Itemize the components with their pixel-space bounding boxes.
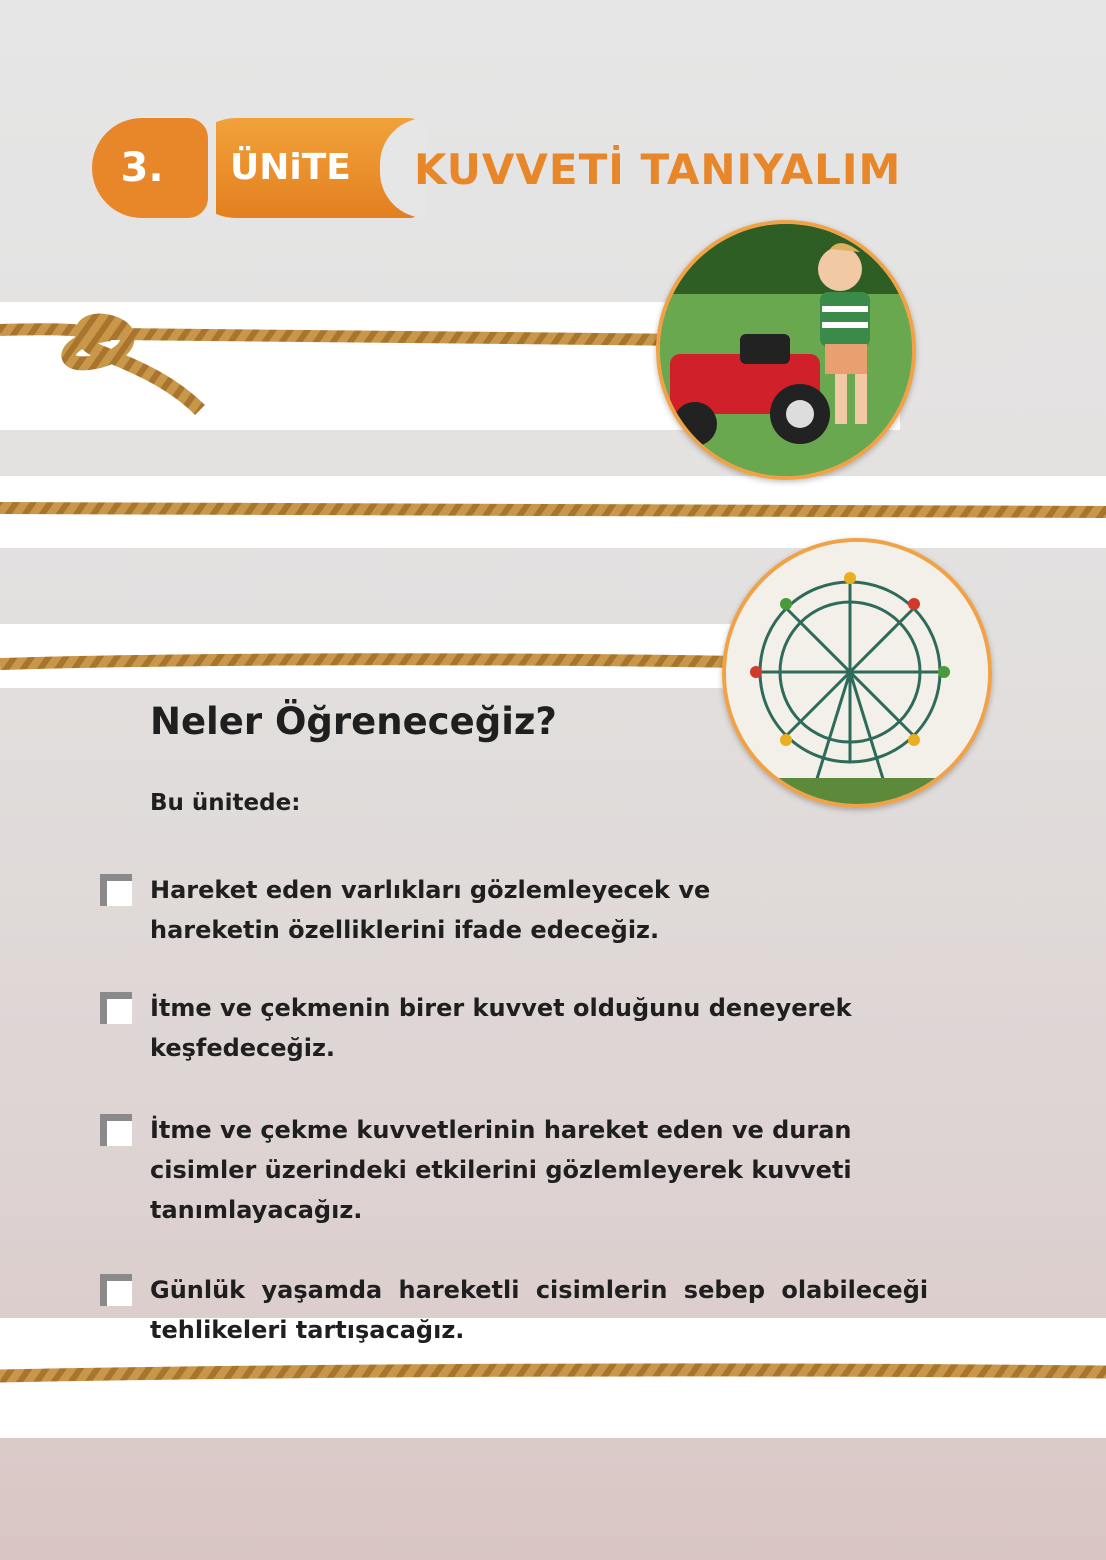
unit-label: ÜNiTE [186, 118, 420, 218]
section-heading: Neler Öğreneceğiz? [150, 700, 557, 743]
checkbox-icon [100, 874, 132, 906]
checkbox-icon [100, 992, 132, 1024]
list-item [100, 1110, 996, 1230]
list-item-line: tanımlayacağız. [150, 1196, 363, 1224]
rope-with-knot [0, 300, 1106, 420]
list-item-line: Günlük yaşamda hareketli cisimlerin sebep olabileceği [150, 1276, 929, 1304]
checkbox-icon [100, 1114, 132, 1146]
list-item-line: Hareket eden varlıkları gözlemleyecek ve [150, 876, 711, 904]
checkbox-icon [100, 1274, 132, 1306]
list-item-line: cisimler üzerindeki etkilerini gözlemleyerek kuvveti [150, 1156, 852, 1184]
list-item [100, 870, 996, 950]
list-item-line: hareketin özelliklerini ifade edeceğiz. [150, 916, 660, 944]
child-pushing-tractor-photo [656, 220, 916, 480]
unit-number: 3. [92, 118, 208, 218]
intro-text: Bu ünitede: [150, 790, 301, 816]
rope [0, 496, 1106, 526]
rope [0, 1356, 1106, 1392]
list-item [100, 1270, 996, 1350]
list-item-line: tehlikeleri tartışacağız. [150, 1316, 465, 1344]
ferris-wheel-photo [722, 538, 992, 808]
list-item-line: İtme ve çekmenin birer kuvvet olduğunu deneyerek [150, 994, 852, 1022]
list-item-line: keşfedeceğiz. [150, 1034, 336, 1062]
list-item-line: İtme ve çekme kuvvetlerinin hareket eden ve duran [150, 1116, 852, 1144]
list-item [100, 988, 996, 1068]
unit-title: KUVVETİ TANIYALIM [414, 145, 902, 194]
